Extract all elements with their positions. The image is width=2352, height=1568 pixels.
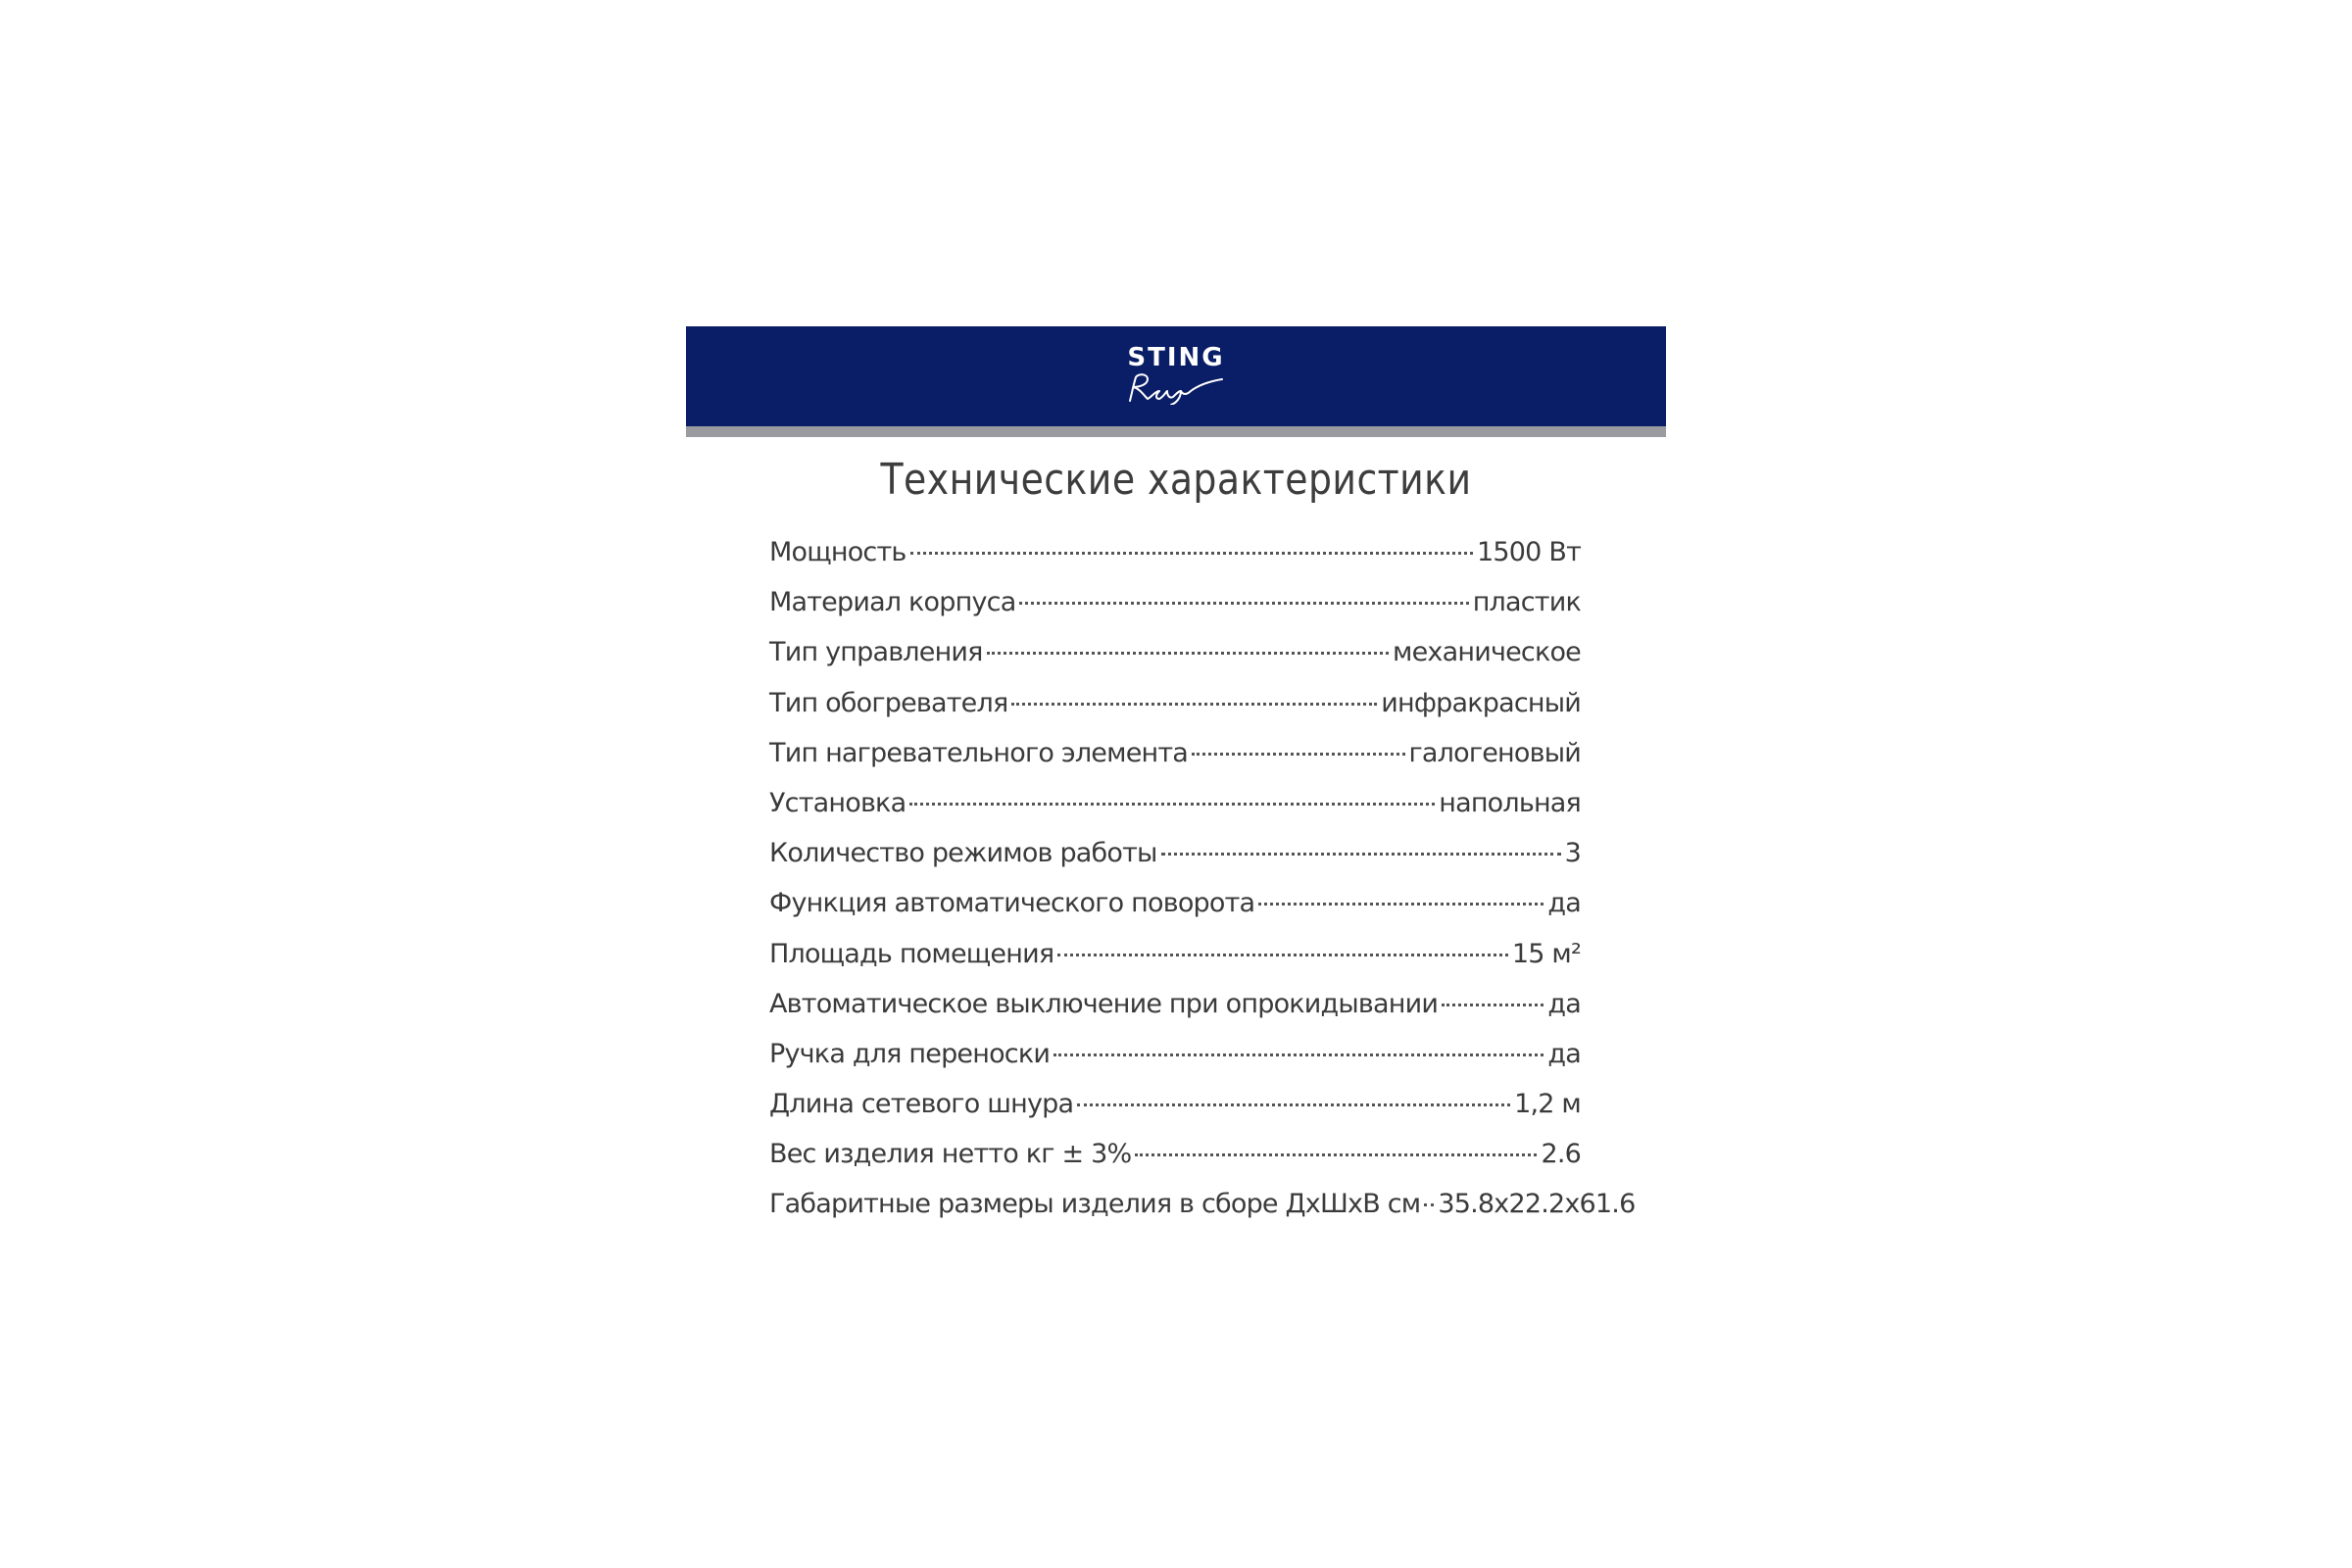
spec-list xyxy=(769,537,1636,1240)
brand-banner xyxy=(686,326,1666,426)
dot-leader xyxy=(1135,1153,1537,1156)
dot-leader xyxy=(1054,1054,1544,1056)
spec-label: Тип нагревательного элемента xyxy=(769,737,1189,768)
spec-value: 1500 Вт xyxy=(1477,537,1581,567)
spec-value: 2.6 xyxy=(1541,1139,1581,1170)
spec-label: Габаритные размеры изделия в сборе ДхШхВ см xyxy=(769,1189,1421,1220)
banner-stripe xyxy=(686,426,1666,437)
spec-value: напольная xyxy=(1439,787,1581,818)
spec-value: инфракрасный xyxy=(1381,687,1581,718)
spec-label: Функция автоматического поворота xyxy=(769,888,1255,919)
dot-leader xyxy=(1192,753,1405,756)
spec-row xyxy=(769,838,1581,888)
dot-leader xyxy=(1057,954,1508,956)
spec-row xyxy=(769,738,1581,788)
spec-row xyxy=(769,1189,1636,1239)
spec-value: да xyxy=(1547,888,1581,919)
spec-label: Мощность xyxy=(769,537,906,567)
spec-row xyxy=(769,1139,1581,1189)
dot-leader xyxy=(1442,1004,1544,1006)
spec-row xyxy=(769,537,1581,587)
spec-label: Тип управления xyxy=(769,637,983,668)
dot-leader xyxy=(910,552,1474,555)
dot-leader xyxy=(1161,853,1561,856)
spec-row xyxy=(769,939,1581,989)
spec-row xyxy=(769,1039,1581,1089)
dot-leader xyxy=(1011,703,1377,706)
dot-leader xyxy=(1258,903,1544,906)
spec-value: да xyxy=(1547,988,1581,1019)
spec-value: 35.8x22.2x61.6 xyxy=(1438,1189,1636,1220)
spec-row xyxy=(769,788,1581,838)
spec-value: 15 м² xyxy=(1511,938,1581,969)
spec-sheet xyxy=(686,326,1666,1220)
brand-wordmark: STING xyxy=(1127,343,1225,372)
dot-leader xyxy=(909,803,1435,806)
dot-leader xyxy=(987,652,1389,655)
spec-label: Вес изделия нетто кг ± 3% xyxy=(769,1139,1132,1170)
spec-value: пластик xyxy=(1472,587,1581,618)
spec-row xyxy=(769,1089,1581,1139)
spec-label: Количество режимов работы xyxy=(769,838,1157,869)
spec-value: 3 xyxy=(1564,838,1581,869)
dot-leader xyxy=(1077,1103,1510,1106)
spec-row xyxy=(769,888,1581,938)
spec-row xyxy=(769,688,1581,738)
spec-value: галогеновый xyxy=(1408,737,1581,768)
spec-label: Длина сетевого шнура xyxy=(769,1089,1074,1120)
dot-leader xyxy=(1019,602,1468,605)
spec-value: 1,2 м xyxy=(1514,1089,1581,1120)
spec-label: Автоматическое выключение при опрокидывании xyxy=(769,988,1439,1019)
brand-logo xyxy=(1078,344,1274,405)
spec-row xyxy=(769,637,1581,687)
page-title: Технические характеристики xyxy=(880,455,1472,505)
spec-label: Установка xyxy=(769,787,906,818)
spec-label: Площадь помещения xyxy=(769,938,1054,969)
brand-script-signature xyxy=(1112,371,1240,405)
spec-row xyxy=(769,587,1581,637)
spec-label: Ручка для переноски xyxy=(769,1038,1051,1069)
spec-row xyxy=(769,989,1581,1039)
spec-label: Тип обогревателя xyxy=(769,687,1008,718)
spec-label: Материал корпуса xyxy=(769,587,1016,618)
spec-value: да xyxy=(1547,1038,1581,1069)
spec-value: механическое xyxy=(1393,637,1581,668)
dot-leader xyxy=(1424,1203,1434,1206)
